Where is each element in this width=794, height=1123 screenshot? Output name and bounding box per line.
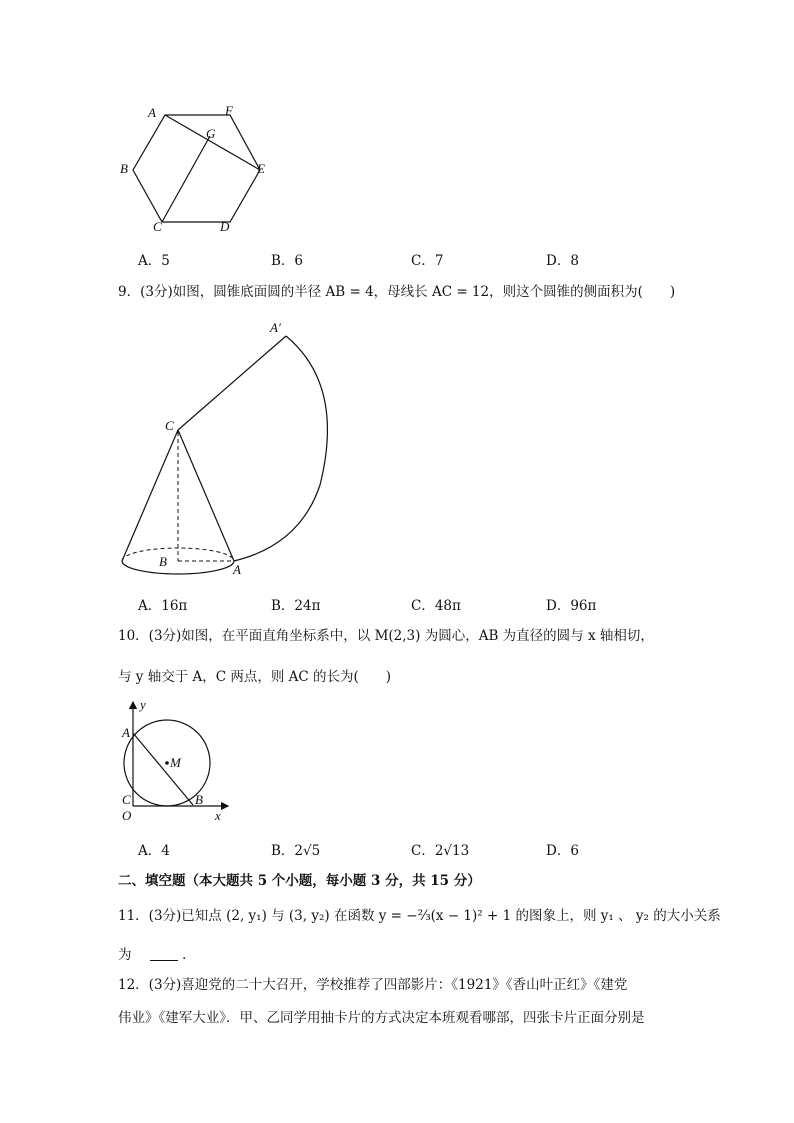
q10-stem-line2: 与 y 轴交于 A，C 两点，则 AC 的长为( )	[118, 669, 392, 685]
q8-option-b: B．6	[271, 253, 304, 269]
base-ellipse-front	[122, 561, 234, 574]
hexagon-figure	[110, 100, 280, 240]
q9-stem: 9．(3分)如图，圆锥底面圆的半径 AB = 4，母线长 AC = 12，则这个圆锥的侧面积为( )	[118, 284, 676, 300]
q12-line2: 伟业》《建军大业》．甲、乙同学用抽卡片的方式决定本班观看哪部，四张卡片正面分别是	[118, 1010, 645, 1026]
cone-slant-right	[178, 430, 234, 561]
q8-option-d: D．8	[546, 253, 579, 269]
q9-option-d: D．96π	[546, 598, 597, 614]
q9-option-a: A．16π	[138, 598, 188, 614]
label-B: B	[159, 554, 167, 569]
q10-option-c: C．2√13	[411, 843, 470, 859]
label-O: O	[122, 808, 132, 823]
q10-option-b: B．2√5	[271, 843, 321, 859]
q8-option-c: C．7	[411, 253, 444, 269]
label-F: F	[225, 103, 233, 118]
label-M: M	[170, 755, 181, 770]
coordinate-figure	[110, 696, 240, 826]
q10-stem-line1: 10．(3分)如图，在平面直角坐标系中，以 M(2,3) 为圆心，AB 为直径的圆与 x 轴相切，	[118, 628, 654, 644]
label-A: A	[148, 105, 156, 120]
center-point-M	[165, 761, 169, 765]
segment-CG	[162, 136, 210, 222]
label-C: C	[165, 418, 174, 433]
q9-option-c: C．48π	[411, 598, 461, 614]
label-B: B	[195, 792, 203, 807]
cone-figure	[110, 315, 340, 585]
q11-line2-prefix: 为	[118, 947, 132, 963]
label-A: A	[233, 562, 241, 577]
label-B: B	[120, 161, 128, 176]
q9-option-b: B．24π	[271, 598, 321, 614]
label-y: y	[140, 697, 146, 712]
segment-AE	[165, 115, 260, 170]
label-D: D	[220, 219, 230, 234]
hexagon-outline	[133, 115, 260, 222]
label-x: x	[215, 808, 221, 823]
label-E: E	[257, 161, 265, 176]
sector-radius-CA-prime	[178, 336, 286, 430]
q11-line2	[118, 947, 196, 963]
q8-option-a: A．5	[138, 253, 170, 269]
diameter-AB	[133, 733, 193, 805]
q11-line1: 11．(3分)已知点 (2, y₁) 与 (3, y₂) 在函数 y = −⅔(x − 1)² + 1 的图象上，则 y₁ 、 y₂ 的大小关系	[118, 908, 721, 924]
q10-option-a: A．4	[138, 843, 170, 859]
label-A-prime: A′	[270, 320, 281, 335]
label-A: A	[122, 725, 130, 740]
q11-answer-blank[interactable]	[150, 960, 178, 961]
q10-option-d: D．6	[546, 843, 579, 859]
cone-slant-left	[122, 430, 178, 561]
q12-line1: 12．(3分)喜迎党的二十大召开，学校推荐了四部影片：《1921》《香山叶正红》《建党	[118, 977, 628, 993]
section-2-heading: 二、填空题（本大题共 5 个小题，每小题 3 分，共 15 分）	[118, 873, 481, 889]
label-C: C	[153, 219, 162, 234]
q11-line2-suffix: ．	[182, 947, 196, 963]
label-G: G	[206, 126, 216, 141]
label-C: C	[122, 792, 131, 807]
